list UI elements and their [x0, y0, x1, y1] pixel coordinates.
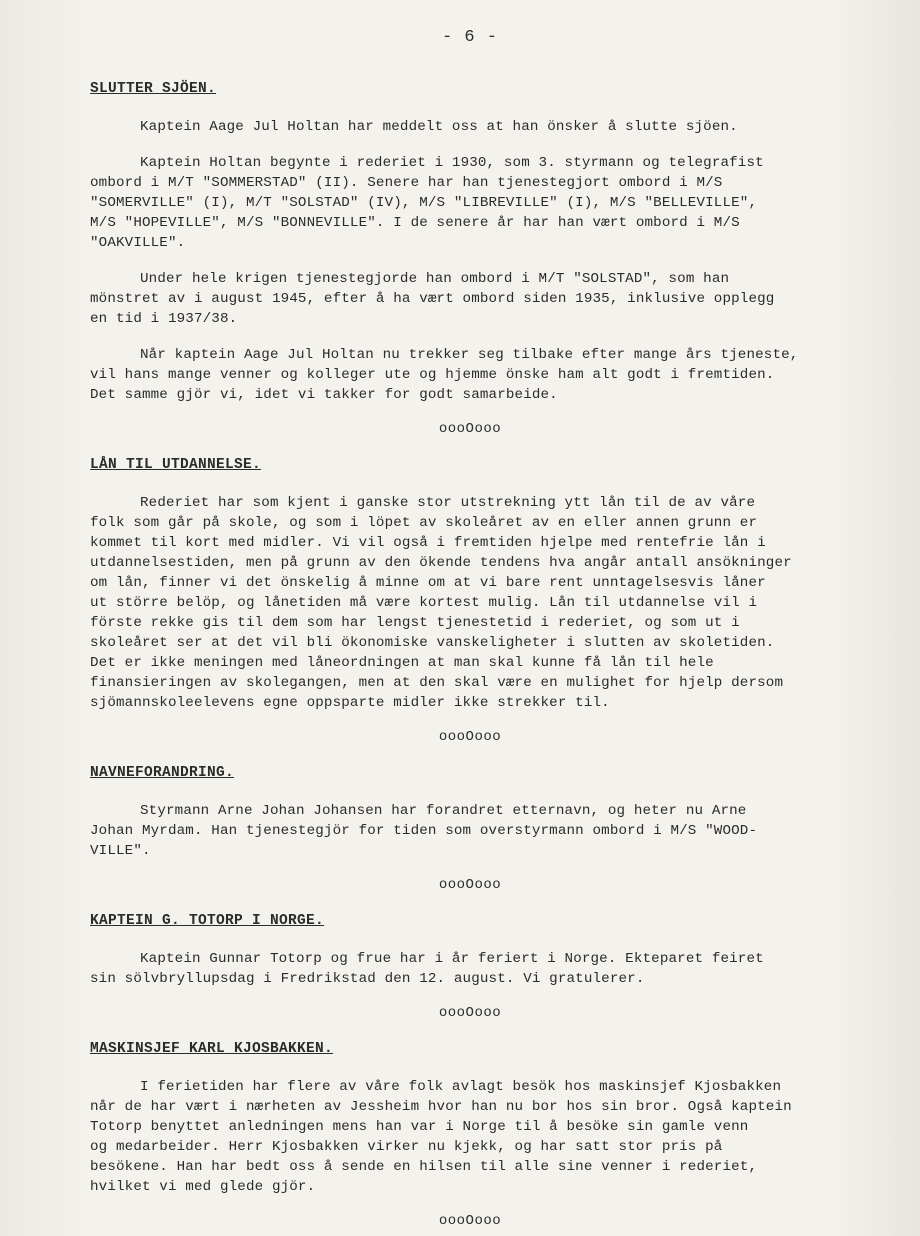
- section-navneforandring: [90, 765, 850, 893]
- paragraph: Kaptein Gunnar Totorp og frue har i år feriert i Norge. Ekteparet feiret sin sölvbryllupsdag i Fredrikstad den 12. august. Vi gratulerer.: [90, 951, 764, 987]
- paragraph: Rederiet har som kjent i ganske stor utstrekning ytt lån til de av våre folk som går på skole, og som i löpet av skoleåret av en eller annen grunn er kommet til kort med midler. Vi vil også i fremtiden hjelpe med rentefrie lån i utdannelsestiden, men på grunn av den ökende tendens hva angår antall ansökninger om lån, finner vi det önskelig å minne om at vi bare rent unntagelsesvis låner ut större belöp, og lånetiden må være kortest mulig. Lån til utdannelse vil i förste rekke gis til dem som har lengst tjenestetid i rederiet, og som ut i skoleåret ser at det vil bli ökonomiske vanskeligheter i slutten av skoletiden. Det er ikke meningen med låneordningen at man skal kunne få lån til hele finansieringen av skolegangen, men at den skal være en mulighet for hjelp dersom sjömannskoleelevens egne oppsparte midler ikke strekker til.: [90, 495, 792, 711]
- section-heading: KAPTEIN G. TOTORP I NORGE.: [90, 913, 325, 929]
- section-slutter-sjoen: [90, 81, 850, 437]
- section-lan-til-utdannelse: [90, 457, 850, 745]
- section-separator: oooOooo: [438, 1005, 502, 1021]
- paragraph: Kaptein Holtan begynte i rederiet i 1930, som 3. styrmann og telegrafist ombord i M/T "SOMMERSTAD" (II). Senere har han tjenestegjort ombord i M/S "SOMERVILLE" (I), M/T "SOLSTAD" (IV), M/S "LIBREVILLE" (I), M/S "BELLEVILLE", M/S "HOPEVILLE", M/S "BONNEVILLE". I de senere år har han vært ombord i M/S "OAKVILLE".: [90, 155, 764, 251]
- section-separator: oooOooo: [438, 729, 502, 745]
- section-separator: oooOooo: [438, 877, 502, 893]
- section-separator: oooOooo: [438, 1213, 502, 1229]
- page-number: - 6 -: [441, 28, 498, 47]
- section-heading: MASKINSJEF KARL KJOSBAKKEN.: [90, 1041, 334, 1057]
- section-heading: SLUTTER SJÖEN.: [90, 81, 217, 97]
- paragraph: I ferietiden har flere av våre folk avlagt besök hos maskinsjef Kjosbakken når de har vært i nærheten av Jessheim hvor han nu bor hos sin bror. Også kaptein Totorp benyttet anledningen mens han var i Norge til å besöke sin gamle venn og medarbeider. Herr Kjosbakken virker nu kjekk, og har satt stor pris på besökene. Han har bedt oss å sende en hilsen til alle sine venner i rederiet, hvilket vi med glede gjör.: [90, 1079, 792, 1195]
- paragraph: Styrmann Arne Johan Johansen har forandret etternavn, og heter nu Arne Johan Myrdam. Han tjenestegjör for tiden som overstyrmann ombord i M/S "WOOD- VILLE".: [90, 803, 758, 859]
- paragraph: Under hele krigen tjenestegjorde han ombord i M/T "SOLSTAD", som han mönstret av i august 1945, efter å ha vært ombord siden 1935, inklusive opplegg en tid i 1937/38.: [90, 271, 775, 327]
- section-kaptein-totorp: [90, 913, 850, 1021]
- paragraph: Kaptein Aage Jul Holtan har meddelt oss at han önsker å slutte sjöen.: [140, 119, 738, 135]
- section-heading: NAVNEFORANDRING.: [90, 765, 235, 781]
- paragraph: Når kaptein Aage Jul Holtan nu trekker seg tilbake efter mange års tjeneste, vil hans mange venner og kolleger ute og hjemme önske ham alt godt i fremtiden. Det samme gjör vi, idet vi takker for godt samarbeide.: [90, 347, 799, 403]
- section-separator: oooOooo: [438, 421, 502, 437]
- section-maskinsjef-kjosbakken: [90, 1041, 850, 1229]
- section-heading: LÅN TIL UTDANNELSE.: [90, 457, 262, 473]
